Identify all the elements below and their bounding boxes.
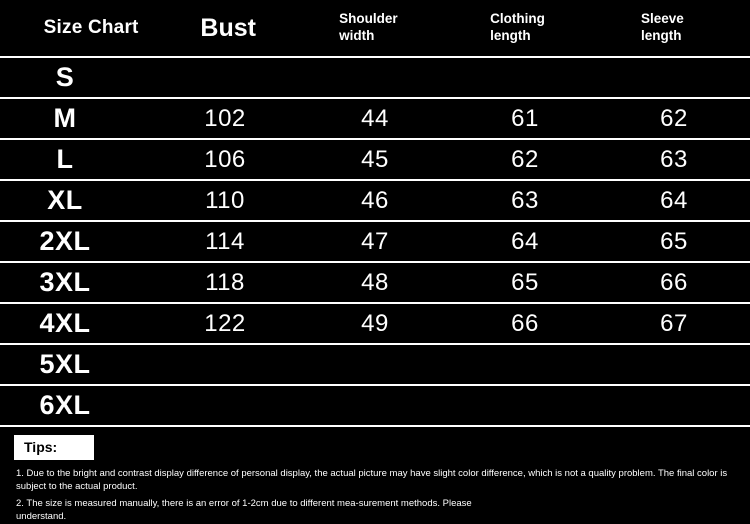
header-label-sleeve-line1: Sleeve [641, 11, 684, 27]
cell-sleeve [600, 187, 748, 215]
cell-shoulder [300, 146, 450, 174]
cell-size [0, 267, 150, 298]
table-row [0, 345, 750, 384]
tips-note-2: 2. The size is measured manually, there is an error of 1-2cm due to different mea-surement methods. Please understand. [16, 497, 472, 523]
header-label-clothing-line2: length [490, 28, 531, 43]
header-label-clothing-line1: Clothing [490, 11, 545, 27]
tips-section [0, 427, 750, 460]
cell-bust-value: 102 [204, 104, 246, 132]
table-row [0, 140, 750, 179]
cell-sleeve-value: 62 [660, 104, 688, 132]
cell-shoulder [300, 187, 450, 215]
cell-clothing [450, 146, 600, 174]
cell-bust [150, 310, 300, 338]
cell-shoulder-value: 49 [361, 309, 389, 337]
cell-shoulder [300, 269, 450, 297]
cell-shoulder [300, 228, 450, 256]
header-label-shoulder-line1: Shoulder [339, 11, 398, 27]
header-cell-clothing-length [450, 11, 598, 45]
header-cell-sleeve-length [598, 11, 744, 45]
header-label-clothing-length [490, 11, 560, 45]
header-cell-size-chart [6, 17, 154, 39]
cell-clothing [450, 187, 600, 215]
cell-clothing [450, 105, 600, 133]
table-row [0, 99, 750, 138]
cell-sleeve [600, 269, 748, 297]
cell-shoulder-value: 45 [361, 145, 389, 173]
tips-badge: Tips: [14, 435, 94, 460]
table-row [0, 222, 750, 261]
cell-clothing-value: 61 [511, 104, 539, 132]
cell-bust-value: 106 [204, 145, 246, 173]
cell-sleeve-value: 66 [660, 268, 688, 296]
cell-bust-value: 114 [205, 227, 245, 255]
cell-clothing [450, 310, 600, 338]
cell-size-label: XL [47, 185, 83, 215]
cell-sleeve-value: 64 [660, 186, 688, 214]
cell-clothing-value: 63 [511, 186, 539, 214]
cell-size-label: S [55, 62, 75, 92]
cell-size [0, 308, 150, 339]
cell-sleeve-value: 67 [660, 309, 688, 337]
cell-size [0, 144, 150, 175]
cell-bust [150, 228, 300, 256]
cell-sleeve [600, 228, 748, 256]
cell-size-label: 6XL [39, 390, 91, 420]
table-row [0, 263, 750, 302]
header-label-shoulder-line2: width [339, 28, 375, 43]
cell-size-label: 2XL [39, 226, 91, 256]
cell-bust-value: 118 [205, 268, 245, 296]
tips-note-1: 1. Due to the bright and contrast display difference of personal display, the actual picture may have slight color difference, which is not a quality problem. The final color is subject to the actual product. [16, 468, 728, 493]
cell-sleeve-value: 63 [660, 145, 688, 173]
cell-bust [150, 187, 300, 215]
cell-sleeve [600, 310, 748, 338]
cell-size [0, 390, 150, 421]
cell-clothing [450, 228, 600, 256]
cell-clothing [450, 269, 600, 297]
cell-size-label: 4XL [39, 308, 91, 338]
cell-shoulder-value: 44 [361, 104, 389, 132]
cell-clothing-value: 65 [511, 268, 539, 296]
cell-size-label: L [56, 144, 74, 174]
cell-clothing-value: 62 [511, 145, 539, 173]
table-row [0, 304, 750, 343]
cell-size [0, 185, 150, 216]
table-row [0, 386, 750, 425]
cell-size [0, 62, 150, 93]
cell-bust-value: 122 [204, 309, 246, 337]
table-row [0, 58, 750, 97]
tips-body [0, 460, 750, 524]
cell-sleeve [600, 146, 748, 174]
cell-bust [150, 105, 300, 133]
header-cell-shoulder-width [302, 11, 450, 45]
table-row [0, 181, 750, 220]
cell-sleeve [600, 105, 748, 133]
cell-shoulder [300, 310, 450, 338]
header-label-sleeve-line2: length [641, 28, 682, 43]
cell-size-label: 3XL [39, 267, 91, 297]
cell-size [0, 103, 150, 134]
cell-clothing-value: 64 [511, 227, 539, 255]
header-label-size-chart: Size Chart [43, 17, 139, 38]
cell-bust [150, 269, 300, 297]
cell-shoulder [300, 105, 450, 133]
cell-shoulder-value: 46 [361, 186, 389, 214]
cell-sleeve-value: 65 [660, 227, 688, 255]
cell-bust-value: 110 [205, 186, 245, 214]
cell-shoulder-value: 47 [361, 227, 389, 255]
cell-size-label: 5XL [39, 349, 91, 379]
header-label-sleeve-length [641, 11, 707, 45]
cell-bust [150, 146, 300, 174]
cell-size [0, 349, 150, 380]
cell-size-label: M [53, 103, 77, 133]
cell-size [0, 226, 150, 257]
header-label-shoulder-width [339, 11, 417, 45]
table-header [0, 0, 750, 56]
cell-shoulder-value: 48 [361, 268, 389, 296]
header-label-bust: Bust [200, 13, 256, 42]
header-cell-bust [154, 14, 302, 43]
cell-clothing-value: 66 [511, 309, 539, 337]
